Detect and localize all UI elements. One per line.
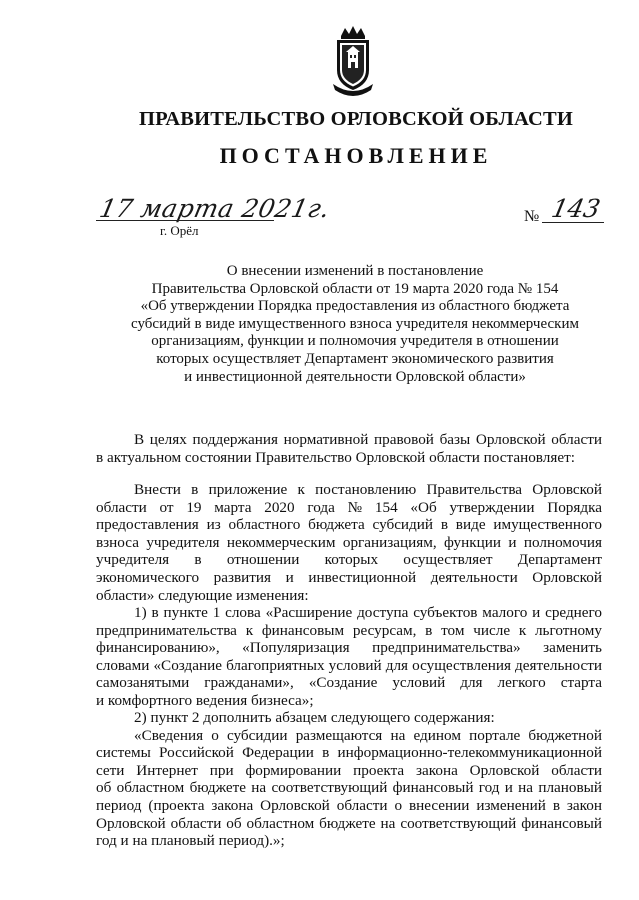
date-underline [96,220,274,221]
body-line: взноса учредителя некоммерческим организациям, функции и полномочия [96,533,602,551]
body-item-1 [96,604,602,710]
item1-line: словами «Создание благоприятных условий для осуществления деятельности [96,656,602,674]
body-line: области от 19 марта 2020 года № 154 «Об утверждении Порядка [96,498,602,516]
item1-line: самозанятыми гражданами», «Создание условий для легкого старта [96,674,602,692]
item2-line: 2) пункт 2 дополнить абзацем следующего содержания: [134,709,495,726]
body-line: предоставления из областного бюджета субсидий в виде имущественного [96,516,602,534]
number-underline [542,222,604,223]
item2-line: Орловской области об областном бюджете на соответствующий финансовый [96,814,602,832]
item1-line: предпринимательства к финансовым ресурсам, в том числе к льготному [96,621,602,639]
body-paragraph-intro [96,481,602,604]
handwritten-number: 143 [548,194,603,223]
item1-line: 1) в пункте 1 слова «Расширение доступа субъектов малого и среднего [134,604,602,621]
body-item-2 [96,709,602,850]
subject-line: и инвестиционной деятельности Орловской области» [184,368,526,385]
item2-line: «Сведения о субсидии размещаются на едином портале бюджетной [134,726,602,744]
number-sign: № [524,208,540,225]
subject-line: О внесении изменений в постановление [226,263,484,279]
item2-line: период (проекта закона Орловской области о внесении изменений в закон [96,796,602,814]
subject-line: «Об утверждении Порядка предоставления из областного бюджета [140,298,570,315]
item1-line: финансированию», «Популяризация предпринимательства» заменить [96,639,602,657]
body-line: учредителя в отношении которых осуществляет Департамент [96,551,602,569]
subject-line: которых осуществляет Департамент экономического развития [156,350,554,367]
item2-line: год и на плановый период).»; [96,832,285,850]
body-line: экономического развития и инвестиционной деятельности Орловской [96,568,602,586]
government-title: ПРАВИТЕЛЬСТВО ОРЛОВСКОЙ ОБЛАСТИ [138,108,574,130]
item1-line: и комфортного ведения бизнеса»; [96,691,314,709]
item2-line: системы Российской Федерации в информационно-телекоммуникационной [96,744,602,762]
body-line: области» следующие изменения: [96,586,309,604]
subject-line: Правительства Орловской области от 19 марта 2020 года № 154 [151,280,559,297]
body-line: Внести в приложение к постановлению Правительства Орловской [134,481,602,498]
subject-line: организациям, функции и полномочия учредителя в отношении [151,333,559,350]
handwritten-date: 17 марта 2021г. [96,194,333,223]
subject-line: субсидий в виде имущественного взноса учредителя некоммерческим [131,315,579,332]
item2-line: сети Интернет при формировании проекта закона Орловской области [96,761,602,779]
document-type-title: ПОСТАНОВЛЕНИЕ [219,143,493,168]
preamble-line: в актуальном состоянии Правительство Орловской области постановляет: [96,448,575,466]
city-label: г. Орёл [160,223,199,238]
coat-of-arms-icon [327,26,379,96]
preamble-line: В целях поддержания нормативной правовой базы Орловской области [134,431,602,448]
document-subject [96,263,614,386]
preamble-paragraph [96,431,602,466]
item2-line: об областном бюджете на соответствующий финансовый год и на плановый [96,779,602,797]
